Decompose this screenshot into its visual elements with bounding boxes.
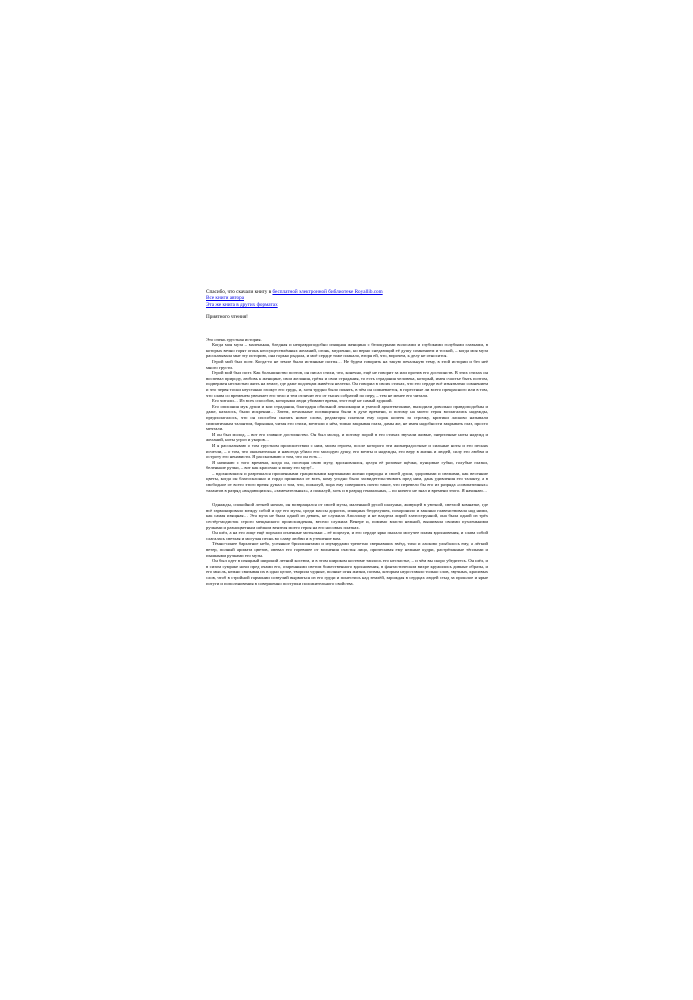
other-formats-prefix-link[interactable]: Эта же книга в — [206, 301, 241, 308]
book-page — [206, 289, 488, 586]
story-paragraph: Он шёл, а на его лице ещё порхали огненные мотыльки – её поцелуи, и его сердце ярко пылало могучее пламя вдохновения, и слава собой слагалась светлая и могучая песнь во славу любви и в утешение вам. — [206, 530, 488, 541]
story-paragraph: Тёмно-синее бархатное небо, усеянное бриллиантами и изумрудами трепетно сверкавших звёзд, тихо и ласково улыбалось ему, а лёгкий ветер, полный аромата цветов, овевал его горевшее от волнения счастья лицо, причесывая ему нежные кудри, растрёпанные тёплыми и пышными ручками его музы. — [206, 541, 488, 558]
story-paragraph: Герой мой был поэт. Как большинство поэтов, он писал стихи, что, конечно, ещё не говорит за или против его достоинств. В этих стихах он воспевал природу, любовь к женщине, свои желания, грёзы и свои страдания, то есть страдания человека, который, имея счастье быть поэтом, подвержен несчастью жить на земле, где даже подлецам живётся нелегко. Он говорил в своих стихах, что его сердце всё изъязвлено сомнением и что червя тоски неустанно гложут его грудь, и, хотя трудно было понять, в чём он сомневается, в горестные ли всего прекрасного или в том, что слава со временем увенчает его чело и тем отличит его от тысяч собратий по перу, – тем не менее его читали. — [206, 370, 488, 398]
story-paragraph: Я начинаю с того времени, когда он, посещая свою музу, вдохновлялся, целуя её розовые щёчки, пунцовые губки, голубые глазки, беленькие ручки, – вот как красочно я пишу его музу!.. — [206, 459, 488, 471]
story-paragraph: Он был одет в изящный широкий летний костюм, и в этом широком костюме таилось его несчастье, – и чём вы скоро убедитесь. Он шёл, и в сизом сумраке ночи пред очами его, озаренными светом божественного вдохновения, в фантастическом вихре кружились дивные образы, и его мысль, нежно связывая их в одно целое, творила чудные, полные огня жизни, поэмы, которым недоставало только слов, звучных, красивых слов, чтоб в стройной гармонии созвучий вырваться из его груди и понестись над землёй, зарождая в сердцах людей стыд за прошлое и ярые потуги и поползновения в совершенно поступки положительного свойства. — [206, 558, 488, 586]
story-paragraph: Это очень грустная история. — [206, 336, 262, 342]
story-paragraph: Его описания мук души и кои страдания, благодаря обильной лексикации и умелой архитектонике, выходили довольно правдоподобны и даже, казалось, были искренни… Затем, печальные посвящения были в духе времени, и потому на моего героя возлагались надежды, предполагалось, что он способен сказать новое слово, редакторы платили ему сорок копеек за строчку, критики ласково называли симпатичным талантом, барышни, читая его стихи, мечтали о нём, томно закрывая глаза, дамы же, не имея надобности закрывать глаз, просто мечтали. — [206, 403, 488, 432]
story-paragraph: Однажды, спокойной летней ночью, он возвращался от своей музы, маленькой русой шалуньи, живущей в уютной, светлой комнатке, где всё гармонировало между собой и где его музы, среди массы дорогих, изящных безделушек, похоронило и законно главенствовала над ними, как самая изящная… Эта муза не была одной из девять, не служила Аполлону и не владела лирой златострунной, она была одной из трёх сестёр-модисток строго мещанского происхождения, весело служила Венере и, помимо власти нежной, вышивала своими пухленькими ручками и разноцветным шёлком вензеля моего героя на его носовых платках. — [206, 502, 488, 530]
other-formats-link[interactable]: других форматах — [240, 301, 278, 308]
story-text — [206, 337, 488, 587]
story-paragraph: Герой мой был поэт. Когда-то не земле были истинные поэты… Не будем говорить на такую печальную тему, в этой истории и без неё много грусти. — [206, 359, 488, 370]
story-paragraph: И он был молод, – вот его главное достоинство. Он был молод, и потому порой в его стихах звучали живые, энергичные ноты надежд и желаний, ноты угроз и укоров… — [206, 431, 488, 443]
library-link[interactable]: бесплатной электронной библиотеке Royallib.com — [272, 289, 383, 295]
greeting-text: Приятного чтения! — [206, 314, 248, 321]
download-header — [206, 289, 488, 308]
author-books-link[interactable]: Все книги автора — [206, 295, 245, 302]
thanks-text: Спасибо, что скачали книгу в — [206, 289, 273, 295]
story-paragraph: – вдохновлялся и разрешался прошенными грациозными картинками жизни природы и своей души, здоровыми и свежими, как весенние цветы, когда он благосклонно и гордо принимал от всех, кому угодно было засвидетельствовать пред ним, дань удивления его таланту, а в свободное от всего этого время думал о том, что, пожалуй, пора ему совершить почто такое, что перевело бы его из разряда «симпатичных» талантов в разряд «выдающихся», «замечательных», а пожалуй, хоть и в разряд гениальных, – по ничего не знал и времени этого. Я начинаю… — [206, 470, 488, 493]
story-paragraph: И я рассказываю о том грустном происшествии с ним, моим героем, после которого эти жизнерадостные и сильные ноты и его песнях исчезли, – о том, что окончательно и навсегда убило его молодую душу, его мечты и надежды, его веру в жизнь и людей, силу его любви и остроту его ненависти. Я рассказываю о том, что он есть… — [206, 442, 488, 460]
story-paragraph: Его читали… Из всех способов, которыми люди убивают время, этот ещё не самый худший. — [212, 398, 393, 404]
other-formats-line — [206, 302, 488, 308]
section-gap — [206, 493, 488, 502]
story-paragraph: Когда моя муза – маленькая, бледная и неправдоподобно изящная женщина с белокурыми волосами и глубокими голубыми глазками, в которых вечно горят огонь неосуществлённых желаний, огонь, медленно, но верно снедающий её душу сомнением и тоской, – когда моя муза рассказывала мне эту историю, она горько рыдала, и моё сердце тоже плакало, вторя ей, что, впрочем, к делу не относится. — [206, 342, 488, 359]
